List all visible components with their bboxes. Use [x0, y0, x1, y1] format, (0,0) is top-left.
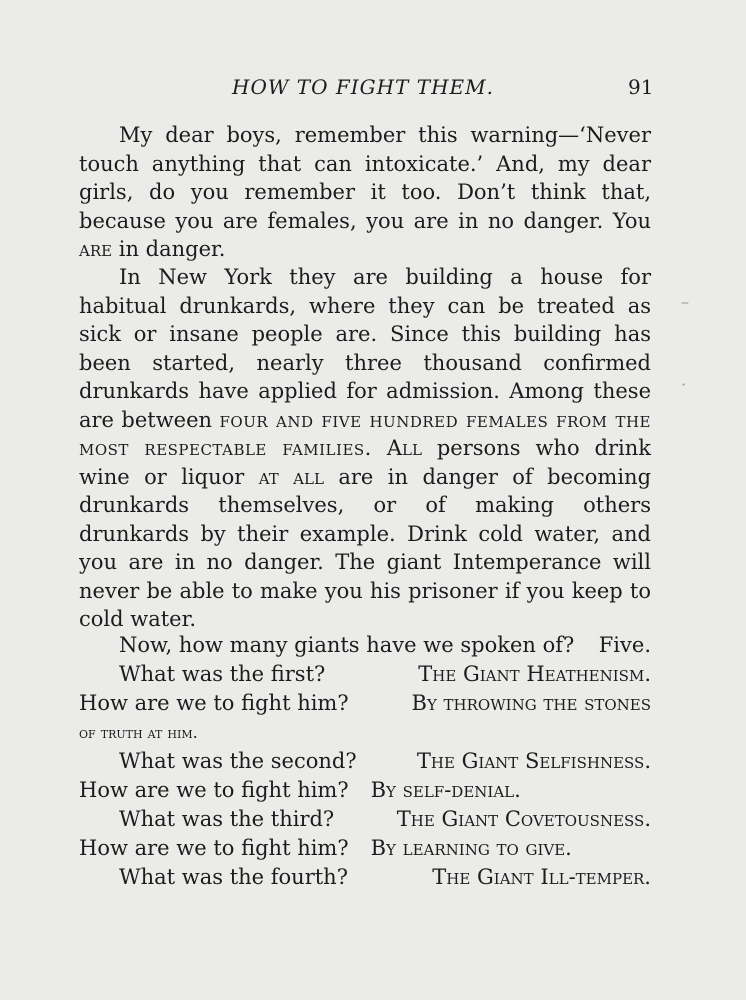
qa-line — [79, 776, 651, 805]
page-header — [0, 75, 746, 103]
paragraph-warning — [79, 121, 651, 264]
question: Now, how many giants have we spoken of? — [119, 633, 575, 657]
question: How are we to fight him? — [79, 836, 349, 860]
answer: By learning to give. — [370, 836, 572, 860]
qa-line — [79, 805, 651, 834]
paragraph-text — [79, 263, 651, 634]
qa-line — [79, 834, 651, 863]
question: What was the third? — [119, 807, 335, 831]
margin-dash-mark: – — [681, 292, 689, 311]
page-number: 91 — [628, 75, 654, 99]
answer: The Giant Covetousness. — [396, 807, 651, 831]
question: How are we to fight him? — [79, 691, 349, 715]
paragraph-text — [79, 121, 651, 264]
small-caps-run: at all — [258, 464, 324, 489]
margin-dot-mark: · — [681, 375, 687, 394]
qa-line — [79, 747, 651, 776]
answer: The Giant Heathenism. — [418, 662, 651, 686]
question: What was the fourth? — [119, 865, 348, 889]
small-caps-run: four and five hundred females from the most respectable families. — [79, 407, 651, 460]
small-caps-run: are — [79, 237, 113, 261]
question: How are we to fight him? — [79, 778, 349, 802]
small-caps-run: All — [371, 436, 422, 460]
paragraph-new-york — [79, 263, 651, 634]
answer: The Giant Selfishness. — [416, 749, 651, 773]
question: What was the first? — [119, 662, 326, 686]
text-run: In New York they are building a house for habitual drunkards, where they can be treated as sick or insane people are. Since this building has been started, nearly three thousand confirmed drunkards have applied for admission. Among these are between — [79, 265, 651, 432]
answer-continuation: of truth at him. — [79, 723, 198, 742]
text-run: persons who drink wine or liquor — [79, 436, 651, 489]
text-run: are in danger of becoming drunkards themselves, or of making others drunkards by their example. Drink cold water, and you are in no danger. The giant Intemperance will never be able to make you his prisoner if you keep to cold water. — [79, 464, 652, 631]
qa-line — [79, 689, 651, 718]
text-run: My dear boys, remember this warning—‘Never touch anything that can intoxicate.’ And, my dear girls, do you remember it too. Don’t think that, because you are females, you are in no danger. You — [79, 123, 651, 233]
answer: Five. — [598, 633, 651, 657]
text-run: in danger. — [112, 237, 226, 261]
answer: By throwing the stones — [411, 691, 651, 715]
qa-intro — [79, 631, 651, 660]
answer: By self-denial. — [370, 778, 521, 802]
running-head: HOW TO FIGHT THEM. — [232, 75, 494, 99]
question: What was the second? — [119, 749, 357, 773]
catechism-block — [79, 631, 651, 892]
answer: The Giant Ill-temper. — [432, 865, 651, 889]
qa-line — [79, 718, 651, 747]
qa-line — [79, 660, 651, 689]
qa-line — [79, 863, 651, 892]
